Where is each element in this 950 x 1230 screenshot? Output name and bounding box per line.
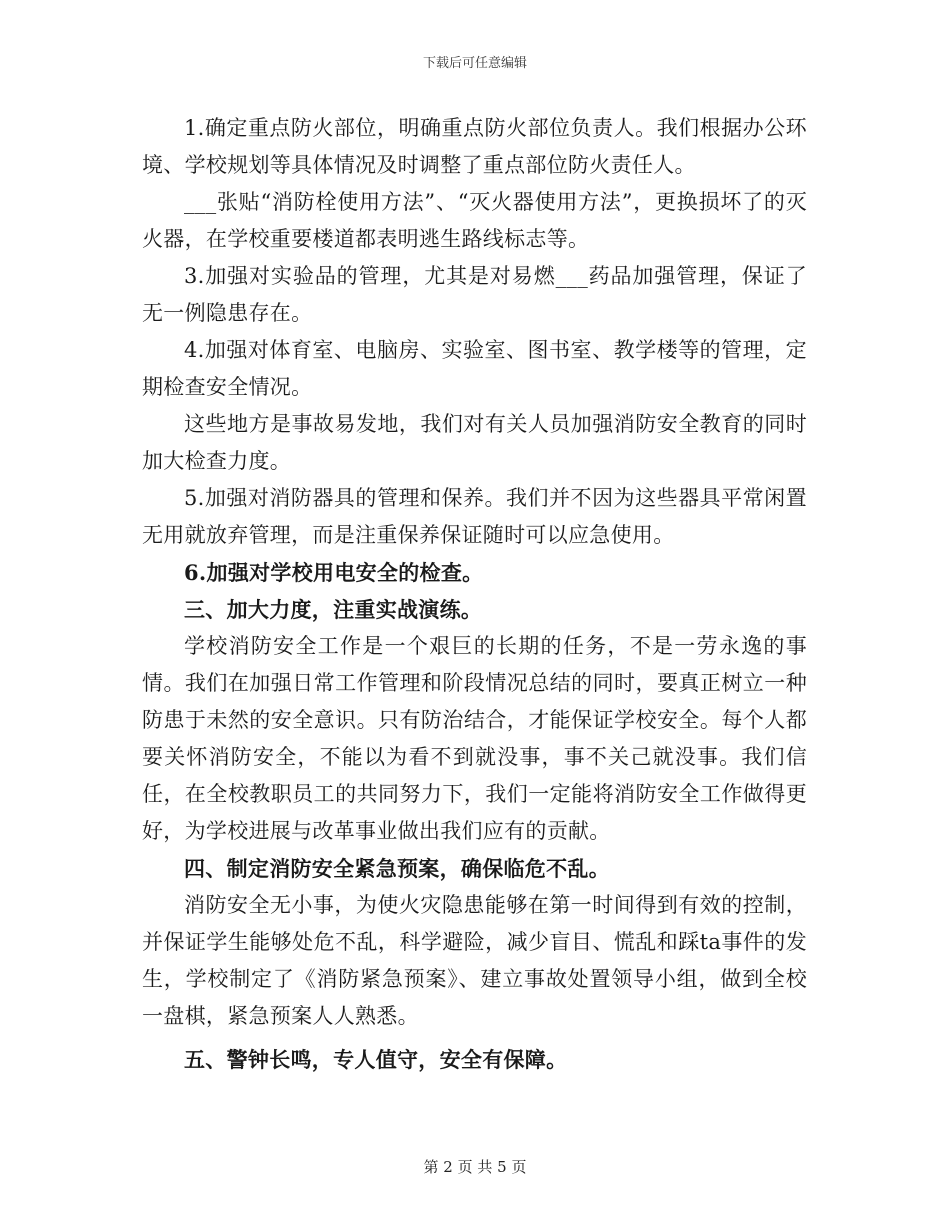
paragraph-2: ___张贴“消防栓使用方法”、“灭火器使用方法”，更换损坏了的灭火器，在学校重要楼道都表明逃生路线标志等。 [142,190,807,251]
section-heading-3: 三、加大力度，注重实战演练。 [184,597,483,622]
document-body [142,110,807,1078]
paragraph-8: 消防安全无小事，为使火灾隐患能够在第一时间得到有效的控制，并保证学生能够处危不乱，科学避险，减少盲目、慌乱和踩ta事件的发生，学校制定了《消防紧急预案》、建立事故处置领导小组，做到全校一盘棋，紧急预案人人熟悉。 [142,893,807,1028]
heading-electric-safety: 6.加强对学校用电安全的检查。 [184,560,484,585]
paragraph-5: 这些地方是事故易发地，我们对有关人员加强消防安全教育的同时加大检查力度。 [142,412,807,473]
paragraph-3: 3.加强对实验品的管理，尤其是对易燃___药品加强管理，保证了无一例隐患存在。 [142,264,807,325]
section-heading-4: 四、制定消防安全紧急预案，确保临危不乱。 [184,856,610,881]
page-footer: 第 2 页 共 5 页 [423,1158,527,1176]
page-header: 下载后可任意编辑 [422,56,527,71]
section-heading-5: 五、警钟长鸣，专人值守，安全有保障。 [184,1047,568,1072]
paragraph-1: 1.确定重点防火部位，明确重点防火部位负责人。我们根据办公环境、学校规划等具体情况及时调整了重点部位防火责任人。 [142,116,807,177]
paragraph-4: 4.加强对体育室、电脑房、实验室、图书室、教学楼等的管理，定期检查安全情况。 [142,338,807,399]
paragraph-6: 5.加强对消防器具的管理和保养。我们并不因为这些器具平常闲置无用就放弃管理，而是注重保养保证随时可以应急使用。 [142,486,807,547]
paragraph-7: 学校消防安全工作是一个艰巨的长期的任务，不是一劳永逸的事情。我们在加强日常工作管理和阶段情况总结的同时，要真正树立一种防患于未然的安全意识。只有防治结合，才能保证学校安全。每个人都要关怀消防安全，不能以为看不到就没事，事不关己就没事。我们信任，在全校教职员工的共同努力下，我们一定能将消防安全工作做得更好，为学校进展与改革事业做出我们应有的贡献。 [142,634,807,843]
